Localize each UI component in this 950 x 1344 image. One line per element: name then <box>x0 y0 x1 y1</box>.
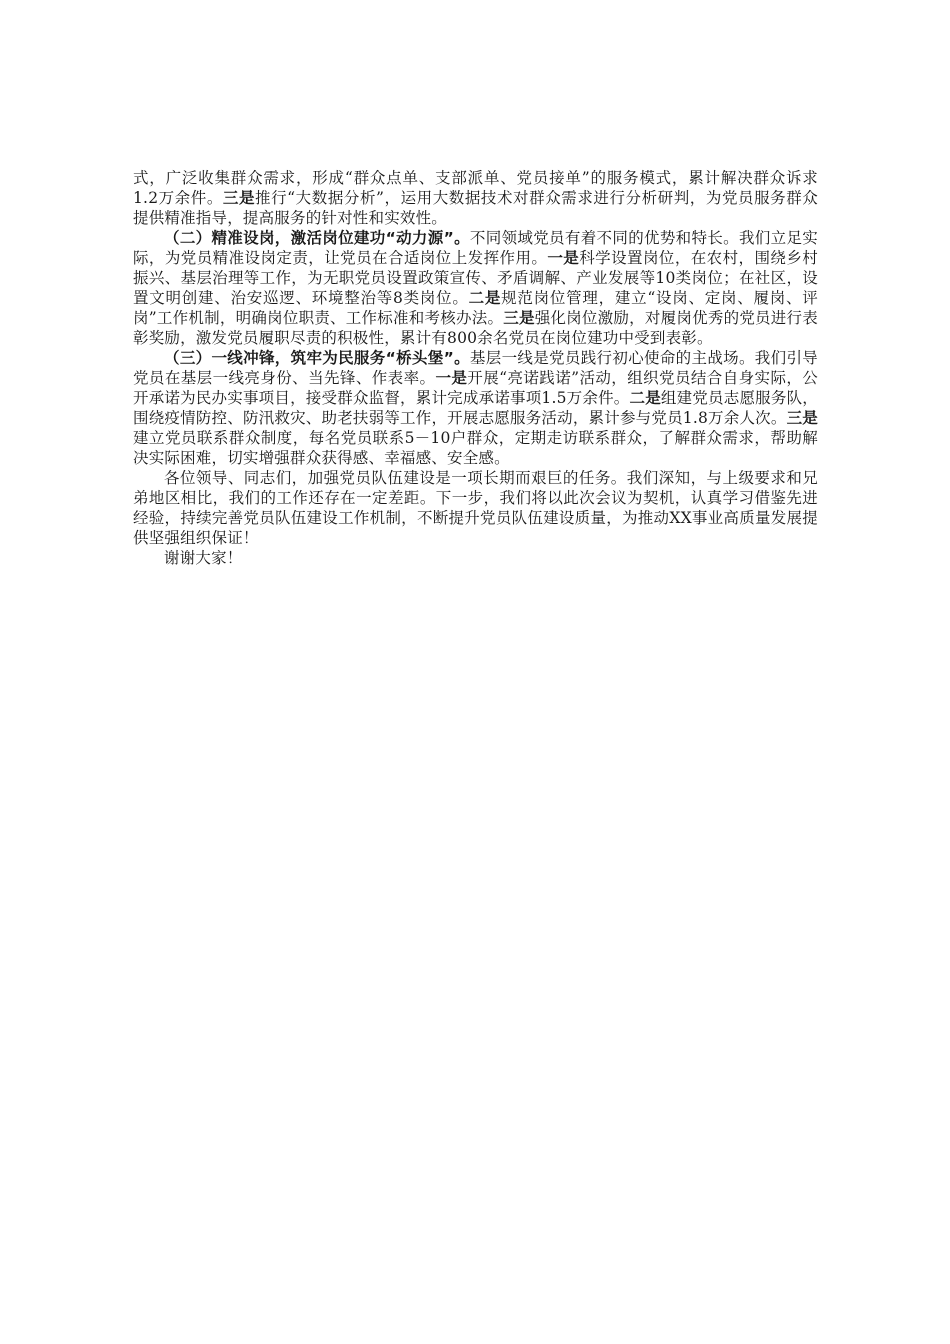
paragraph-text: 开展“亮诺践诺”活动，组织党员结合自身实际，公开承诺为民办实事项目，接受群众监督，累计完成承诺事项1.5万余件。 <box>133 369 819 407</box>
ordinal-keyword: 三是 <box>503 309 535 327</box>
ordinal-keyword: 一是 <box>435 369 468 387</box>
section-heading: （二）精准设岗，激活岗位建功“动力源”。 <box>164 229 470 247</box>
ordinal-keyword: 一是 <box>547 249 580 267</box>
paragraph-closing: 各位领导、同志们，加强党员队伍建设是一项长期而艰巨的任务。我们深知，与上级要求和兄弟地区相比，我们的工作还存在一定差距。下一步，我们将以此次会议为契机，认真学习借鉴先进经验，持续完善党员队伍建设工作机制，不断提升党员队伍建设质量，为推动XX事业高质量发展提供坚强组织保证！ <box>133 469 818 547</box>
paragraph-text: 规范岗位管理，建立“设岗、定岗、履岗、评岗”工作机制，明确岗位职责、工作标准和考核办法。 <box>133 289 818 327</box>
paragraph-text: 科学设置岗位，在农村，围绕乡村振兴、基层治理等工作，为无职党员设置政策宣传、矛盾调解、产业发展等10类岗位；在社区，设置文明创建、治安巡逻、环境整治等8类岗位。 <box>133 249 818 307</box>
paragraph-text: 不同领域党员有着不同的优势和特长。我们立足实际，为党员精准设岗定责，让党员在合适岗位上发挥作用。 <box>133 229 818 267</box>
document-body <box>133 168 818 568</box>
paragraph-text: 强化岗位激励，对履岗优秀的党员进行表彰奖励，激发党员履职尽责的积极性，累计有800余名党员在岗位建功中受到表彰。 <box>133 309 818 347</box>
ordinal-keyword: 三是 <box>222 189 256 207</box>
paragraph-section-3 <box>133 348 818 468</box>
ordinal-keyword: 二是 <box>468 289 502 307</box>
paragraph-text: 建立党员联系群众制度，每名党员联系5－10户群众，定期走访联系群众，了解群众需求，帮助解决实际困难，切实增强群众获得感、幸福感、安全感。 <box>133 429 818 467</box>
paragraph-text: 组建党员志愿服务队，围绕疫情防控、防汛救灾、助老扶弱等工作，开展志愿服务活动，累计参与党员1.8万余人次。 <box>133 389 818 427</box>
paragraph-text: 推行“大数据分析”，运用大数据技术对群众需求进行分析研判，为党员服务群众提供精准指导，提高服务的针对性和实效性。 <box>133 189 818 227</box>
paragraph-text: 式，广泛收集群众需求，形成“群众点单、支部派单、党员接单”的服务模式，累计解决群众诉求1.2万余件。 <box>133 169 818 207</box>
ordinal-keyword: 二是 <box>629 389 661 407</box>
paragraph-thanks: 谢谢大家！ <box>164 549 243 567</box>
paragraph-text: 基层一线是党员践行初心使命的主战场。我们引导党员在基层一线亮身份、当先锋、作表率。 <box>133 349 818 387</box>
paragraph-continuation <box>133 168 818 228</box>
ordinal-keyword: 三是 <box>786 409 818 427</box>
paragraph-section-2 <box>133 228 818 348</box>
section-heading: （三）一线冲锋，筑牢为民服务“桥头堡”。 <box>164 349 470 367</box>
